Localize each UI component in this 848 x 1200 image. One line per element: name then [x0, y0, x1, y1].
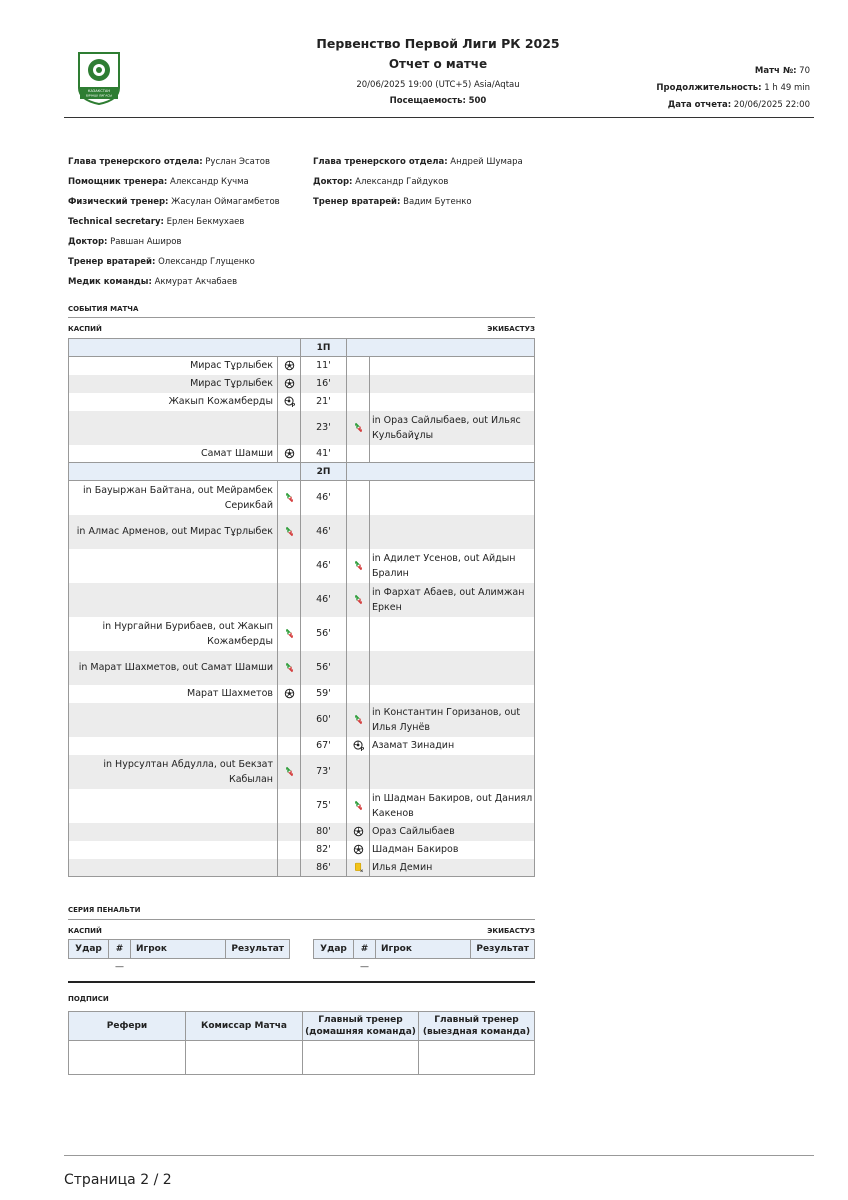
- event-description: Ораз Сайлыбаев: [372, 826, 455, 837]
- event-away-icon-cell: [347, 445, 370, 463]
- event-away-icon-cell: [347, 823, 370, 841]
- event-description: Шадман Бакиров: [372, 844, 459, 855]
- period-header-row: [69, 339, 535, 357]
- event-away-icon-cell: [347, 755, 370, 789]
- substitution-icon: [353, 560, 364, 571]
- event-row: [69, 841, 535, 859]
- event-away-text: [370, 393, 535, 411]
- event-home-icon-cell: [278, 651, 301, 685]
- staff-row: [68, 192, 280, 212]
- pen-col-kick: Удар: [69, 940, 109, 959]
- substitution-icon: [284, 628, 295, 639]
- period-cell-away: [347, 463, 535, 481]
- event-home-text: [69, 651, 278, 685]
- penalty-goal-icon: [353, 740, 364, 751]
- event-home-icon-cell: [278, 515, 301, 549]
- event-home-text: [69, 737, 278, 755]
- event-row: [69, 515, 535, 549]
- staff-role: Помощник тренера:: [68, 177, 168, 187]
- period-header-row: [69, 463, 535, 481]
- event-home-icon-cell: [278, 823, 301, 841]
- report-date-label: Дата отчета:: [667, 100, 732, 110]
- event-away-icon-cell: [347, 685, 370, 703]
- event-minute: 46': [301, 583, 347, 617]
- match-datetime: 20/06/2025 19:00 (UTC+5) Asia/Aqtau: [356, 80, 520, 90]
- staff-row: [313, 172, 523, 192]
- league-logo-icon: [76, 50, 122, 106]
- period-label: 2П: [301, 463, 347, 481]
- event-minute: 86': [301, 859, 347, 877]
- event-home-icon-cell: [278, 617, 301, 651]
- pen-empty-cell: [131, 959, 226, 975]
- report-title: Отчет о матче: [388, 57, 488, 71]
- staff-role: Глава тренерского отдела:: [68, 157, 203, 167]
- event-home-text: [69, 823, 278, 841]
- duration-value: 1 h 49 min: [764, 83, 810, 93]
- event-home-icon-cell: [278, 375, 301, 393]
- event-description: in Нургайни Бурибаев, out Жакып Кожамберды: [102, 620, 273, 647]
- svg-text:P: P: [291, 402, 295, 407]
- events-home-team: КАСПИЙ: [68, 325, 102, 333]
- event-home-text: [69, 703, 278, 737]
- event-home-text: [69, 789, 278, 823]
- event-away-icon-cell: [347, 617, 370, 651]
- pen-col-result: Результат: [471, 940, 535, 959]
- event-away-text: [370, 651, 535, 685]
- event-description: in Ораз Сайлыбаев, out Ильяс Кульбайұлы: [372, 414, 521, 441]
- event-row: [69, 755, 535, 789]
- signature-cell-referee[interactable]: [69, 1041, 186, 1075]
- event-description: in Константин Горизанов, out Илья Лунёв: [372, 706, 521, 733]
- staff-name: Ерлен Бекмухаев: [166, 217, 245, 227]
- event-minute: 46': [301, 549, 347, 583]
- event-minute: 16': [301, 375, 347, 393]
- substitution-icon: [284, 766, 295, 777]
- event-away-text: [370, 703, 535, 737]
- event-row: [69, 375, 535, 393]
- period-cell-home: [69, 463, 301, 481]
- event-row: [69, 481, 535, 515]
- events-away-team: ЭКИБАСТУЗ: [487, 325, 535, 333]
- signature-cell-home-coach[interactable]: [303, 1041, 419, 1075]
- event-description: Жакып Кожамберды: [168, 396, 273, 407]
- staff-row: [313, 152, 523, 172]
- staff-name: Жасулан Оймагамбетов: [171, 197, 280, 207]
- goal-icon: [353, 826, 364, 837]
- event-row: [69, 583, 535, 617]
- event-away-text: [370, 411, 535, 445]
- event-away-icon-cell: [347, 411, 370, 445]
- event-description: in Бауыржан Байтана, out Мейрамбек Серикбай: [83, 484, 273, 511]
- event-description: in Фархат Абаев, out Алимжан Еркен: [372, 586, 525, 613]
- staff-role: Тренер вратарей:: [68, 257, 156, 267]
- event-row: [69, 445, 535, 463]
- event-minute: 60': [301, 703, 347, 737]
- penalty-goal-icon: [284, 396, 295, 407]
- event-description: Самат Шамши: [200, 447, 273, 459]
- event-away-text: [370, 375, 535, 393]
- event-home-icon-cell: [278, 411, 301, 445]
- event-row: [69, 617, 535, 651]
- event-home-icon-cell: [278, 481, 301, 515]
- staff-name: Александр Гайдуков: [355, 177, 449, 187]
- event-description: in Марат Шахметов, out Самат Шамши: [78, 662, 273, 673]
- event-minute: 56': [301, 651, 347, 685]
- signature-cell-commissioner[interactable]: [186, 1041, 303, 1075]
- event-home-icon-cell: [278, 583, 301, 617]
- event-description: Марат Шахметов: [187, 688, 273, 699]
- event-description: Азамат Зинадин: [372, 740, 455, 751]
- report-header: [64, 30, 814, 118]
- event-minute: 56': [301, 617, 347, 651]
- pen-empty-cell: [226, 959, 290, 975]
- period-label: 1П: [301, 339, 347, 357]
- event-minute: 75': [301, 789, 347, 823]
- event-away-icon-cell: [347, 583, 370, 617]
- event-minute: 46': [301, 481, 347, 515]
- event-home-icon-cell: [278, 445, 301, 463]
- pen-empty-cell: [69, 959, 109, 975]
- event-row: [69, 789, 535, 823]
- event-home-icon-cell: [278, 755, 301, 789]
- sign-col-referee: Рефери: [69, 1012, 186, 1041]
- attendance-label: Посещаемость:: [389, 96, 466, 106]
- signature-cell-away-coach[interactable]: [419, 1041, 535, 1075]
- staff-row: [68, 252, 280, 272]
- home-coach-line2: (домашняя команда): [305, 1027, 416, 1037]
- event-away-text: [370, 755, 535, 789]
- pen-col-no: #: [354, 940, 376, 959]
- event-away-text: [370, 841, 535, 859]
- duration-label: Продолжительность:: [656, 83, 762, 93]
- event-home-icon-cell: [278, 841, 301, 859]
- staff-role: Доктор:: [68, 237, 108, 247]
- staff-row: [68, 152, 280, 172]
- yellow-card-icon: [353, 862, 364, 873]
- event-away-icon-cell: [347, 357, 370, 375]
- pen-empty-marker: —: [115, 961, 124, 972]
- event-away-text: [370, 481, 535, 515]
- staff-name: Андрей Шумара: [450, 157, 523, 167]
- events-section-title: СОБЫТИЯ МАТЧА: [68, 305, 139, 313]
- staff-name: Равшан Аширов: [110, 237, 182, 247]
- substitution-icon: [353, 800, 364, 811]
- header-center: [264, 36, 612, 106]
- event-home-icon-cell: [278, 549, 301, 583]
- event-minute: 59': [301, 685, 347, 703]
- event-home-icon-cell: [278, 393, 301, 411]
- event-minute: 23': [301, 411, 347, 445]
- staff-name: Вадим Бутенко: [403, 197, 472, 207]
- event-away-text: [370, 515, 535, 549]
- staff-role: Физический тренер:: [68, 197, 169, 207]
- event-minute: 80': [301, 823, 347, 841]
- event-minute: 41': [301, 445, 347, 463]
- event-description: in Шадман Бакиров, out Даниял Какенов: [372, 792, 533, 819]
- event-minute: 46': [301, 515, 347, 549]
- pen-col-kick: Удар: [314, 940, 354, 959]
- attendance-value: 500: [468, 96, 487, 106]
- logo-text-1: КАЗАКСТАН: [87, 89, 111, 93]
- event-away-icon-cell: [347, 549, 370, 583]
- event-description: in Алмас Арменов, out Мирас Тұрлыбек: [76, 526, 273, 537]
- event-home-text: [69, 841, 278, 859]
- goal-icon: [284, 360, 295, 371]
- staff-role: Technical secretary:: [68, 217, 164, 227]
- period-cell-home: [69, 339, 301, 357]
- event-home-text: [69, 685, 278, 703]
- penalties-home-table: [68, 939, 290, 975]
- event-home-text: [69, 393, 278, 411]
- event-minute: 11': [301, 357, 347, 375]
- penalties-away-table: [313, 939, 535, 975]
- staff-role: Глава тренерского отдела:: [313, 157, 448, 167]
- away-coach-line2: (выездная команда): [422, 1027, 531, 1037]
- match-number-label: Матч №:: [754, 66, 797, 76]
- goal-icon: [284, 378, 295, 389]
- event-description: Мирас Тұрлыбек: [190, 360, 273, 372]
- match-duration: [656, 80, 810, 97]
- penalties-home-team: КАСПИЙ: [68, 927, 102, 935]
- svg-text:P: P: [360, 746, 364, 751]
- penalties-team-row: [68, 927, 535, 935]
- signatures-table: [68, 1011, 535, 1075]
- event-row: [69, 411, 535, 445]
- footer-divider: [64, 1155, 814, 1156]
- event-home-text: [69, 859, 278, 877]
- pen-empty-cell: [376, 959, 471, 975]
- event-row: [69, 685, 535, 703]
- substitution-icon: [284, 662, 295, 673]
- event-home-text: [69, 755, 278, 789]
- event-away-text: [370, 859, 535, 877]
- event-home-icon-cell: [278, 685, 301, 703]
- sign-col-commissioner: Комиссар Матча: [186, 1012, 303, 1041]
- staff-name: Акмурат Акчабаев: [154, 277, 238, 287]
- event-away-icon-cell: [347, 651, 370, 685]
- event-description: Мирас Тұрлыбек: [190, 378, 273, 389]
- event-row: [69, 549, 535, 583]
- period-cell-away: [347, 339, 535, 357]
- away-coach-line1: Главный тренер: [434, 1015, 519, 1025]
- pen-col-no: #: [109, 940, 131, 959]
- event-away-text: [370, 549, 535, 583]
- event-minute: 21': [301, 393, 347, 411]
- event-row: [69, 393, 535, 411]
- event-away-icon-cell: [347, 841, 370, 859]
- event-away-icon-cell: [347, 481, 370, 515]
- pen-col-player: Игрок: [131, 940, 226, 959]
- event-away-icon-cell: [347, 859, 370, 877]
- event-home-icon-cell: [278, 703, 301, 737]
- event-away-icon-cell: [347, 703, 370, 737]
- event-home-text: [69, 445, 278, 463]
- penalties-section-title: СЕРИЯ ПЕНАЛЬТИ: [68, 906, 141, 914]
- event-home-text: [69, 583, 278, 617]
- staff-away-list: [313, 152, 523, 212]
- event-home-text: [69, 549, 278, 583]
- header-meta: [656, 63, 810, 114]
- event-away-text: [370, 823, 535, 841]
- event-away-text: [370, 737, 535, 755]
- event-row: [69, 703, 535, 737]
- event-away-text: [370, 445, 535, 463]
- event-row: [69, 823, 535, 841]
- staff-row: [68, 272, 280, 292]
- event-away-icon-cell: [347, 515, 370, 549]
- staff-role: Тренер вратарей:: [313, 197, 401, 207]
- event-home-text: [69, 375, 278, 393]
- substitution-icon: [353, 594, 364, 605]
- logo-text-2: БІРІНШІ ЛИГАСЫ: [85, 93, 113, 98]
- match-number-value: 70: [799, 66, 810, 76]
- goal-icon: [284, 688, 295, 699]
- event-description: in Нурсултан Абдулла, out Бекзат Кабылан: [103, 758, 273, 785]
- pen-empty-cell: [314, 959, 354, 975]
- penalties-away-team: ЭКИБАСТУЗ: [487, 927, 535, 935]
- staff-name: Руслан Эсатов: [205, 157, 271, 167]
- sign-col-away-coach: [419, 1012, 535, 1041]
- match-number: [656, 63, 810, 80]
- event-home-icon-cell: [278, 789, 301, 823]
- event-away-text: [370, 357, 535, 375]
- event-row: [69, 859, 535, 877]
- event-home-icon-cell: [278, 357, 301, 375]
- event-home-icon-cell: [278, 859, 301, 877]
- goal-icon: [284, 448, 295, 459]
- pen-empty-cell: [471, 959, 535, 975]
- event-minute: 82': [301, 841, 347, 859]
- signatures-section-title: ПОДПИСИ: [68, 995, 109, 1003]
- staff-home-list: [68, 152, 280, 292]
- staff-role: Медик команды:: [68, 277, 152, 287]
- events-team-row: [68, 325, 535, 333]
- event-away-icon-cell: [347, 375, 370, 393]
- divider: [68, 981, 535, 983]
- event-away-text: [370, 789, 535, 823]
- event-away-text: [370, 685, 535, 703]
- event-home-text: [69, 481, 278, 515]
- staff-role: Доктор:: [313, 177, 353, 187]
- competition-title: Первенство Первой Лиги РК 2025: [316, 36, 560, 51]
- event-description: Илья Демин: [372, 861, 433, 873]
- staff-row: [313, 192, 523, 212]
- event-minute: 67': [301, 737, 347, 755]
- divider: [68, 919, 535, 920]
- staff-row: [68, 232, 280, 252]
- page-number: Страница 2 / 2: [64, 1172, 172, 1188]
- substitution-icon: [353, 714, 364, 725]
- pen-col-player: Игрок: [376, 940, 471, 959]
- goal-icon: [353, 844, 364, 855]
- event-away-text: [370, 583, 535, 617]
- substitution-icon: [284, 492, 295, 503]
- report-date-value: 20/06/2025 22:00: [733, 100, 810, 110]
- event-away-icon-cell: [347, 393, 370, 411]
- staff-row: [68, 172, 280, 192]
- substitution-icon: [353, 422, 364, 433]
- home-coach-line1: Главный тренер: [318, 1015, 403, 1025]
- event-home-text: [69, 617, 278, 651]
- event-minute: 73': [301, 755, 347, 789]
- event-away-icon-cell: [347, 737, 370, 755]
- event-row: [69, 651, 535, 685]
- event-row: [69, 737, 535, 755]
- event-home-text: [69, 515, 278, 549]
- event-away-text: [370, 617, 535, 651]
- staff-name: Олександр Глущенко: [158, 257, 255, 267]
- pen-empty-marker: —: [360, 961, 369, 972]
- event-home-icon-cell: [278, 737, 301, 755]
- staff-name: Александр Кучма: [170, 177, 249, 187]
- event-away-icon-cell: [347, 789, 370, 823]
- substitution-icon: [284, 526, 295, 537]
- event-row: [69, 357, 535, 375]
- staff-row: [68, 212, 280, 232]
- events-table: [68, 338, 535, 877]
- attendance: [264, 96, 612, 106]
- pen-col-result: Результат: [226, 940, 290, 959]
- event-home-text: [69, 357, 278, 375]
- event-home-text: [69, 411, 278, 445]
- event-description: in Адилет Усенов, out Айдын Бралин: [372, 552, 516, 579]
- divider: [68, 317, 535, 318]
- report-date: [656, 97, 810, 114]
- sign-col-home-coach: [303, 1012, 419, 1041]
